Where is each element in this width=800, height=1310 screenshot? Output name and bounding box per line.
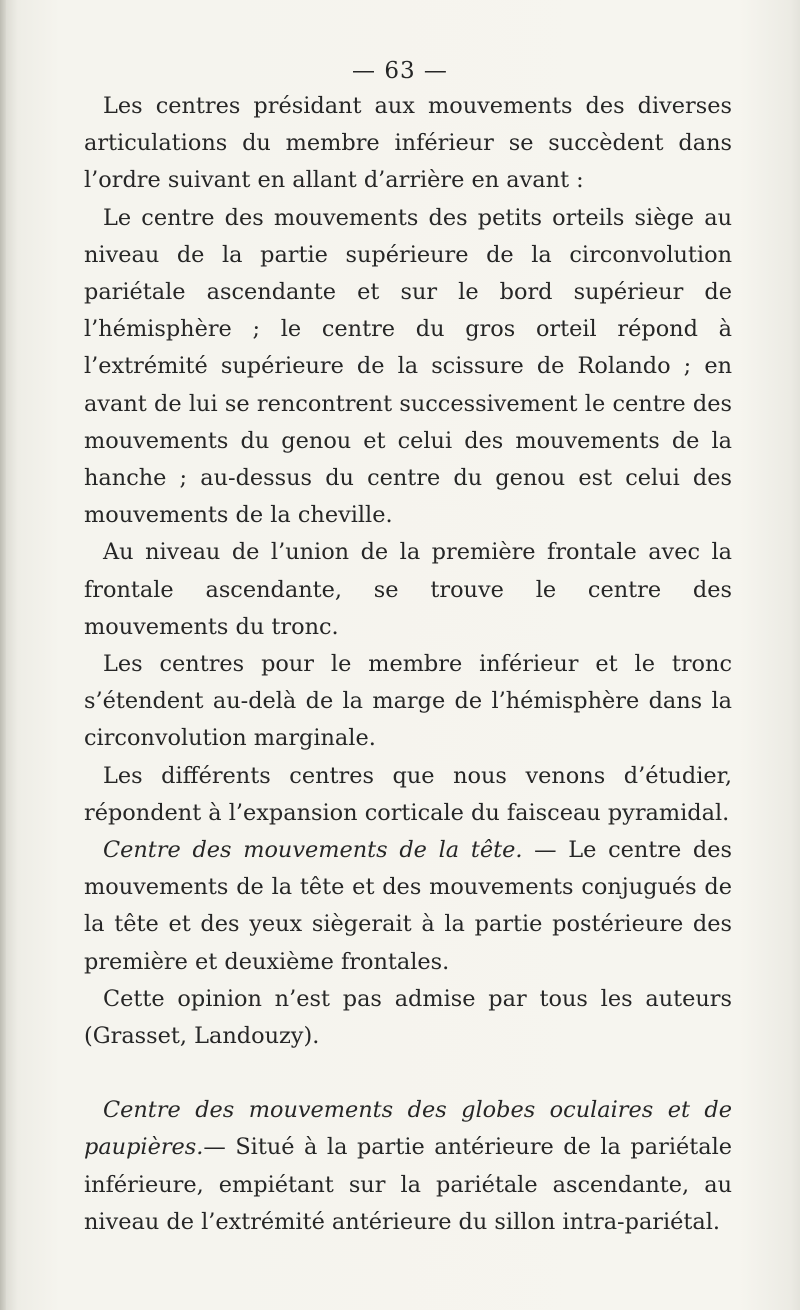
paragraph-articulations: Les centres présidant aux mouvements des diverses articulations du membre inférieur se succèdent dans l’ordre suivant en allant d’arrière en avant :: [84, 93, 732, 194]
paragraph-opinion: Cette opinion n’est pas admise par tous les auteurs (Grasset, Landouzy).: [84, 985, 732, 1050]
section-title-globes-oculaires: Centre des mouvements des globes oculaires et de paupières.: [84, 1097, 732, 1161]
paragraph-orteils: Le centre des mouvements des petits orteils siège au niveau de la partie supérieure de la circonvolution pariétale ascendante et sur le bord supérieur de l’hémisphère ; le centre du gros orteil répond à l’extrémité supérieure de la scissure de Rolando ; en avant de lui se rencontrent successivement le centre des mouvements du genou et celui des mouvements de la hanche ; au-dessus du centre du genou est celui des mouvements de la cheville.: [84, 204, 732, 529]
separator-tete: —: [522, 837, 569, 864]
paragraph-faisceau-pyramidal: Les différents centres que nous venons d’étudier, répondent à l’expansion corticale du faisceau pyramidal.: [84, 762, 732, 826]
page-binding-shadow: [0, 0, 6, 1310]
paragraph-circonvolution-marginale: Les centres pour le membre inférieur et le tronc s’étendent au-delà de la marge de l’hémisphère dans la circonvolution marginale.: [84, 651, 732, 752]
section-text-tete: Le centre des mouvements de la tête et des mouvements conjugués de la tête et des yeux siègerait à la partie postérieure des première et deuxième frontales.: [84, 837, 732, 975]
paragraph-centre-globes-oculaires: [84, 1092, 732, 1241]
separator-globes-oculaires: —: [203, 1134, 236, 1161]
paragraph-tronc: Au niveau de l’union de la première frontale avec la frontale ascendante, se trouve le centre des mouvements du tronc.: [84, 539, 732, 640]
page-number: — 63 —: [352, 58, 448, 84]
paragraph-centre-tete: [84, 832, 732, 981]
section-text-globes-oculaires: Situé à la partie antérieure de la pariétale inférieure, empiétant sur la pariétale ascendante, au niveau de l’extrémité antérieure du sillon intra-pariétal.: [84, 1134, 732, 1235]
body-text: [84, 88, 732, 1241]
section-title-tete: Centre des mouvements de la tête.: [103, 837, 523, 864]
